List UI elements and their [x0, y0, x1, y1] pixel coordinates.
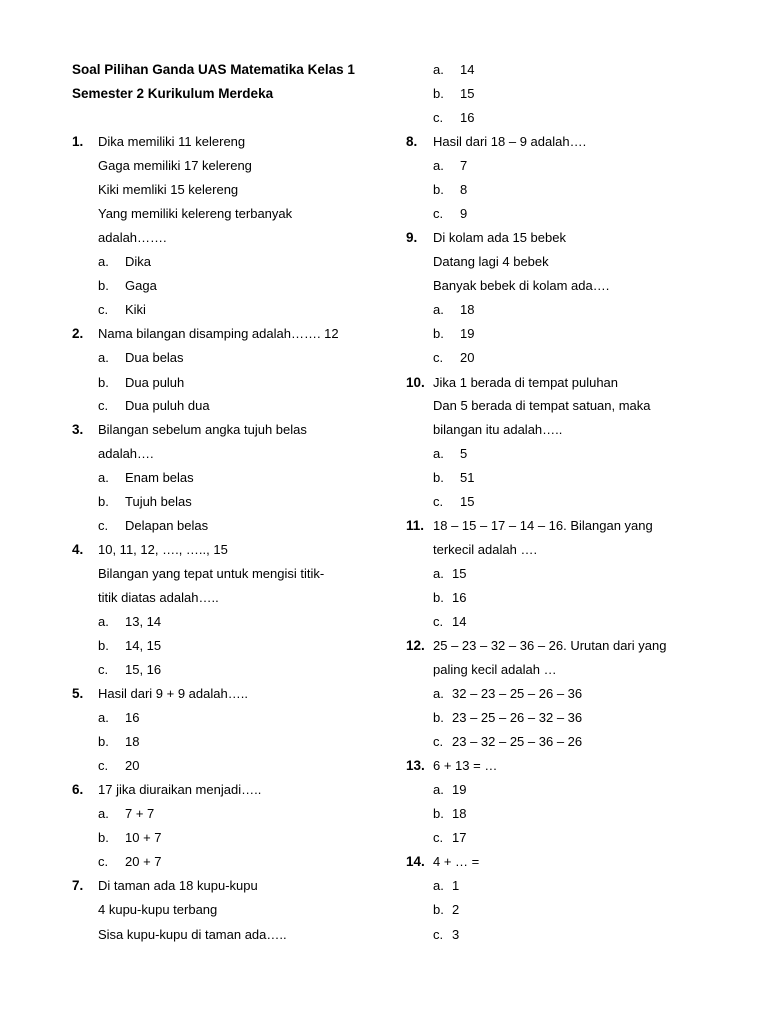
option-text: 1: [452, 878, 460, 893]
option-text: Dua puluh: [125, 375, 185, 390]
question-text: 4 + … =: [433, 854, 480, 869]
option-letter: b.: [433, 326, 444, 341]
question-number: 11.: [406, 518, 425, 533]
question-text: 25 – 23 – 32 – 36 – 26. Urutan dari yang: [433, 638, 667, 653]
option-text: 23 – 32 – 25 – 36 – 26: [452, 734, 583, 749]
question-text: 17 jika diuraikan menjadi…..: [98, 782, 262, 797]
question-number: 13.: [406, 758, 425, 773]
option-letter: c.: [433, 614, 444, 629]
question-number: 14.: [406, 854, 425, 869]
option-letter: b.: [433, 470, 444, 485]
option-letter: c.: [98, 854, 109, 869]
question-text: 18 – 15 – 17 – 14 – 16. Bilangan yang: [433, 518, 653, 533]
question-number: 8.: [406, 134, 418, 149]
option-letter: c.: [433, 494, 444, 509]
option-text: 2: [452, 902, 460, 917]
option-text: 9: [460, 206, 468, 221]
document-title-line2: Semester 2 Kurikulum Merdeka: [72, 86, 274, 101]
option-letter: b.: [98, 830, 109, 845]
option-text: Dua puluh dua: [125, 398, 210, 413]
question-text: bilangan itu adalah…..: [433, 422, 563, 437]
question-number: 12.: [406, 638, 425, 653]
option-letter: c.: [98, 758, 109, 773]
question-number: 7.: [72, 878, 84, 893]
option-text: 18: [125, 734, 140, 749]
option-letter: a.: [98, 470, 109, 485]
question-number: 1.: [72, 134, 84, 149]
option-text: 51: [460, 470, 475, 485]
option-letter: c.: [98, 662, 109, 677]
question-number: 5.: [72, 686, 84, 701]
option-letter: c.: [433, 206, 444, 221]
option-text: 10 + 7: [125, 830, 162, 845]
option-text: 32 – 23 – 25 – 26 – 36: [452, 686, 583, 701]
document-title-line1: Soal Pilihan Ganda UAS Matematika Kelas 1: [72, 62, 355, 77]
question-number: 3.: [72, 422, 84, 437]
option-text: 3: [452, 927, 460, 942]
question-text: 6 + 13 = …: [433, 758, 498, 773]
question-number: 9.: [406, 230, 418, 245]
option-letter: b.: [98, 278, 109, 293]
option-text: 19: [452, 782, 467, 797]
question-text: Di taman ada 18 kupu-kupu: [98, 878, 258, 893]
option-letter: a.: [98, 806, 109, 821]
option-letter: a.: [98, 350, 109, 365]
option-text: Enam belas: [125, 470, 194, 485]
question-number: 4.: [72, 542, 84, 557]
option-letter: b.: [433, 710, 444, 725]
option-letter: b.: [433, 902, 444, 917]
option-letter: b.: [98, 375, 109, 390]
option-text: 19: [460, 326, 475, 341]
option-letter: c.: [433, 927, 444, 942]
question-text: Jika 1 berada di tempat puluhan: [433, 375, 619, 390]
option-text: 20: [460, 350, 475, 365]
option-letter: a.: [433, 158, 444, 173]
option-letter: c.: [98, 398, 109, 413]
question-text: Kiki memliki 15 kelereng: [98, 182, 239, 197]
question-text: adalah….: [98, 446, 154, 461]
option-letter: b.: [98, 734, 109, 749]
question-text: Dika memiliki 11 kelereng: [98, 134, 246, 149]
option-text: 5: [460, 446, 468, 461]
option-letter: a.: [433, 446, 444, 461]
question-text: Bilangan yang tepat untuk mengisi titik-: [98, 566, 325, 581]
question-text: 10, 11, 12, …., ….., 15: [98, 542, 228, 557]
question-text: Nama bilangan disamping adalah……. 12: [98, 326, 339, 341]
option-letter: a.: [433, 62, 444, 77]
question-text: Hasil dari 18 – 9 adalah….: [433, 134, 587, 149]
question-number: 6.: [72, 782, 84, 797]
question-text: adalah…….: [98, 230, 167, 245]
option-text: 18: [452, 806, 467, 821]
question-text: Bilangan sebelum angka tujuh belas: [98, 422, 307, 437]
option-letter: a.: [98, 614, 109, 629]
option-letter: b.: [98, 494, 109, 509]
option-text: 16: [460, 110, 475, 125]
option-letter: b.: [433, 806, 444, 821]
option-text: 17: [452, 830, 467, 845]
option-text: Dua belas: [125, 350, 184, 365]
question-text: Yang memiliki kelereng terbanyak: [98, 206, 293, 221]
option-text: Tujuh belas: [125, 494, 192, 509]
option-text: 20: [125, 758, 140, 773]
option-letter: a.: [433, 878, 444, 893]
option-letter: b.: [433, 182, 444, 197]
question-text: Sisa kupu-kupu di taman ada…..: [98, 927, 287, 942]
question-number: 2.: [72, 326, 84, 341]
option-text: 8: [460, 182, 468, 197]
question-text: Hasil dari 9 + 9 adalah…..: [98, 686, 248, 701]
question-text: paling kecil adalah …: [433, 662, 557, 677]
question-text: Datang lagi 4 bebek: [433, 254, 549, 269]
option-letter: a.: [433, 302, 444, 317]
question-text: 4 kupu-kupu terbang: [98, 902, 218, 917]
option-text: Kiki: [125, 302, 146, 317]
option-letter: a.: [433, 686, 444, 701]
option-letter: a.: [98, 710, 109, 725]
option-text: 7: [460, 158, 468, 173]
option-text: 14: [452, 614, 467, 629]
option-text: Gaga: [125, 278, 157, 293]
option-text: 23 – 25 – 26 – 32 – 36: [452, 710, 583, 725]
option-text: 14: [460, 62, 475, 77]
option-text: Dika: [125, 254, 152, 269]
option-text: 15, 16: [125, 662, 162, 677]
option-text: 14, 15: [125, 638, 162, 653]
option-text: 16: [452, 590, 467, 605]
option-letter: c.: [98, 518, 109, 533]
option-text: 20 + 7: [125, 854, 162, 869]
option-text: Delapan belas: [125, 518, 209, 533]
option-text: 15: [460, 494, 475, 509]
option-letter: b.: [433, 590, 444, 605]
option-text: 16: [125, 710, 140, 725]
option-letter: c.: [433, 110, 444, 125]
option-text: 15: [460, 86, 475, 101]
question-text: Gaga memiliki 17 kelereng: [98, 158, 252, 173]
question-text: Dan 5 berada di tempat satuan, maka: [433, 398, 651, 413]
option-text: 13, 14: [125, 614, 162, 629]
option-letter: a.: [98, 254, 109, 269]
question-text: titik diatas adalah…..: [98, 590, 219, 605]
option-text: 18: [460, 302, 475, 317]
question-text: terkecil adalah ….: [433, 542, 538, 557]
option-letter: b.: [433, 86, 444, 101]
option-text: 7 + 7: [125, 806, 155, 821]
question-number: 10.: [406, 375, 425, 390]
option-letter: c.: [98, 302, 109, 317]
option-text: 15: [452, 566, 467, 581]
question-text: Banyak bebek di kolam ada….: [433, 278, 610, 293]
option-letter: c.: [433, 350, 444, 365]
option-letter: a.: [433, 782, 444, 797]
question-text: Di kolam ada 15 bebek: [433, 230, 566, 245]
option-letter: c.: [433, 830, 444, 845]
option-letter: a.: [433, 566, 444, 581]
option-letter: c.: [433, 734, 444, 749]
option-letter: b.: [98, 638, 109, 653]
